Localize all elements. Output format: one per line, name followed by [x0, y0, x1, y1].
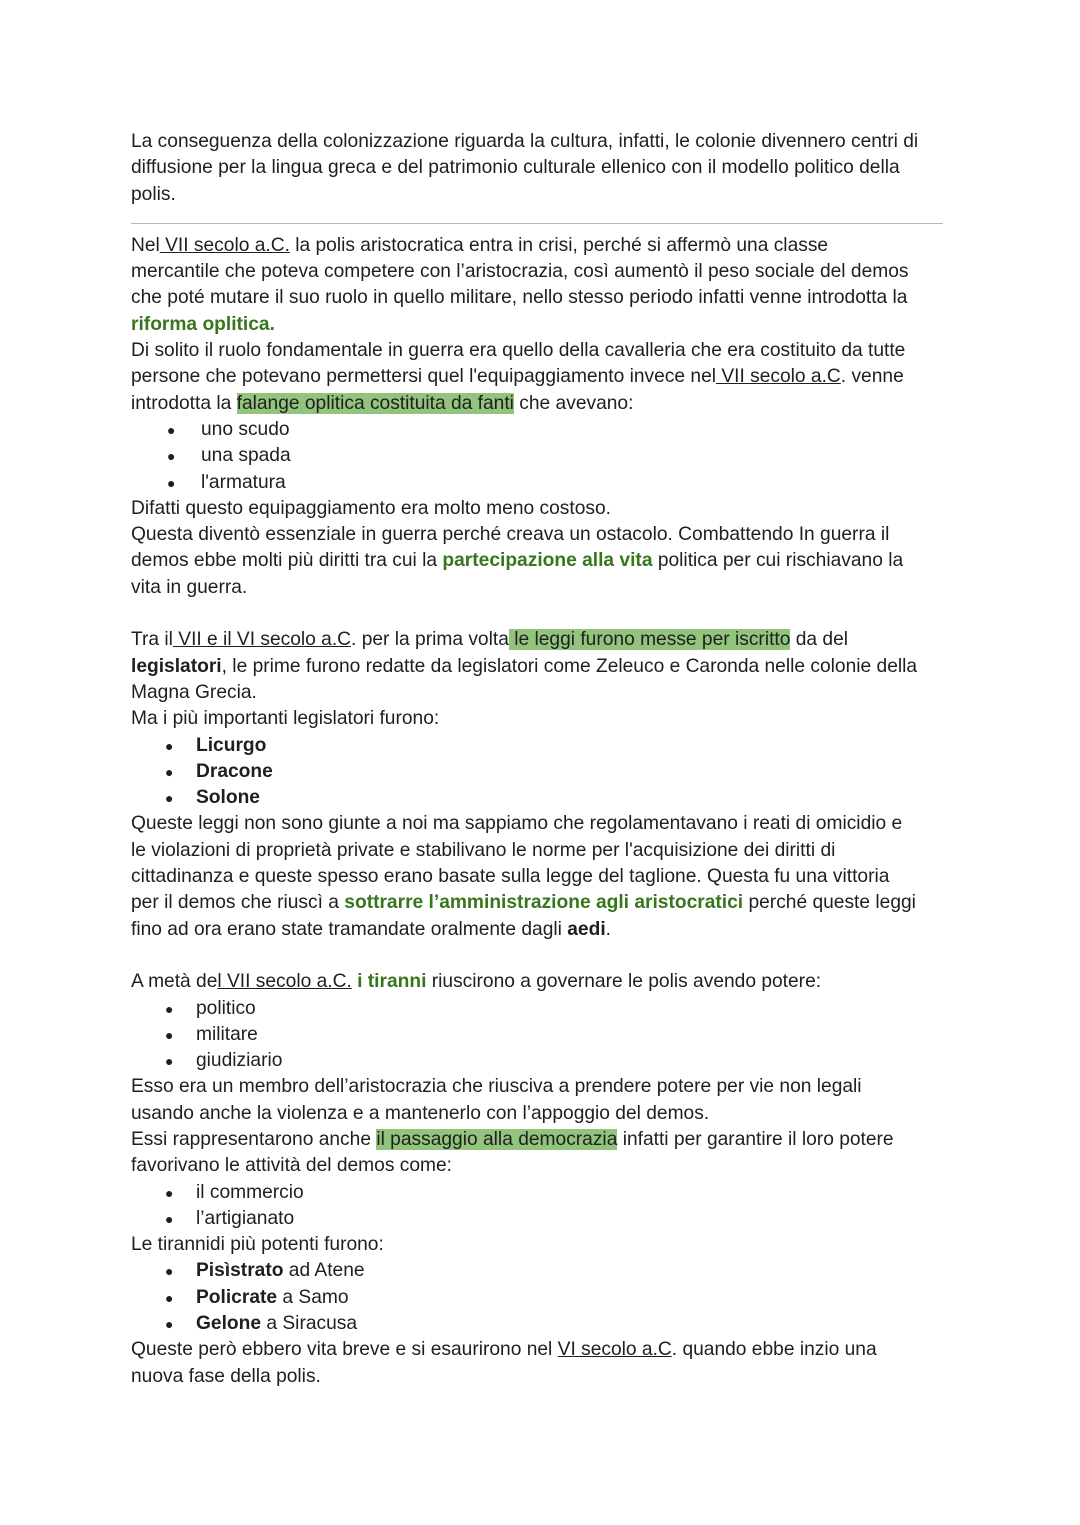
text-span: demos ebbe molti più diritti tra cui la	[131, 550, 443, 572]
text-line	[131, 391, 961, 417]
list-item: ● uno scudo	[131, 417, 961, 443]
list-item: ● l'armatura	[131, 470, 961, 496]
list-item: ● una spada	[131, 443, 961, 469]
text-line: Magna Grecia.	[131, 681, 257, 703]
activities-list	[131, 1180, 961, 1233]
date-underlined: VII e il VI secolo a.C	[172, 629, 352, 651]
text-line: Le tirannidi più potenti furono:	[131, 1234, 384, 1256]
text-line: cittadinanza e queste spesso erano basate sulla legge del taglione. Questa fu una vittoria	[131, 866, 890, 888]
list-item	[131, 1311, 961, 1337]
date-underlined: l VII secolo a.C.	[217, 971, 352, 993]
text-line	[131, 627, 961, 653]
text-span: fino ad ora erano state tramandate oralmente dagli	[131, 918, 568, 940]
text-line: Di solito il ruolo fondamentale in guerra era quello della cavalleria che era costituito da tutte	[131, 340, 906, 362]
text-line: nuova fase della polis.	[131, 1365, 321, 1387]
paragraph-gap	[131, 943, 961, 969]
bold-term: Policrate	[196, 1286, 278, 1308]
date-underlined: VII secolo a.C	[716, 366, 841, 388]
list-item: ● politico	[131, 996, 961, 1022]
text-span: perché queste leggi	[743, 892, 916, 914]
list-item	[131, 1258, 961, 1284]
bold-term: legislatori	[131, 655, 222, 677]
text-span: Nel	[131, 234, 160, 256]
text-line: mercantile che poteva competere con l’aristocrazia, così aumentò il peso sociale del demos	[131, 261, 909, 283]
list-item: ● il commercio	[131, 1180, 961, 1206]
text-span: A metà de	[131, 971, 218, 993]
text-line: Queste leggi non sono giunte a noi ma sappiamo che regolamentavano i reati di omicidio e	[131, 813, 903, 835]
horizontal-divider	[131, 223, 943, 224]
text-line: polis.	[131, 183, 176, 205]
text-span: a Samo	[277, 1286, 349, 1308]
text-line: che poté mutare il suo ruolo in quello militare, nello stesso periodo infatti venne introdotta la	[131, 287, 908, 309]
text-line: favorivano le attività del demos come:	[131, 1155, 453, 1177]
text-line: La conseguenza della colonizzazione riguarda la cultura, infatti, le colonie divennero centri di	[131, 131, 919, 152]
text-span: che avevano:	[513, 392, 634, 414]
text-span: ad Atene	[283, 1260, 365, 1282]
paragraph-gap	[131, 601, 961, 627]
powers-list	[131, 996, 961, 1075]
list-item: ● Licurgo	[131, 733, 961, 759]
text-line	[131, 917, 961, 943]
section-legislatori	[131, 627, 961, 943]
text-line	[131, 654, 961, 680]
text-line	[131, 1127, 961, 1153]
bold-term: Gelone	[196, 1313, 262, 1335]
text-line	[131, 548, 961, 574]
green-bold-term: sottrarre l’amministrazione agli aristocratici	[344, 892, 744, 914]
text-span: introdotta la	[131, 392, 237, 414]
text-line: Difatti questo equipaggiamento era molto meno costoso.	[131, 497, 611, 519]
text-line: diffusione per la lingua greca e del patrimonio culturale ellenico con il modello politico della	[131, 157, 900, 179]
date-underlined: VII secolo a.C.	[159, 234, 290, 256]
legislators-list	[131, 733, 961, 812]
text-span: persone che potevano permettersi quel l'equipaggiamento invece nel	[131, 366, 717, 388]
text-line	[131, 233, 961, 259]
text-span: a Siracusa	[261, 1313, 358, 1335]
text-line: Ma i più importanti legislatori furono:	[131, 708, 440, 730]
text-line	[131, 364, 961, 390]
text-span: . quando ebbe inzio una	[671, 1339, 877, 1361]
text-line	[131, 969, 961, 995]
text-span: .	[605, 918, 612, 940]
highlighted-text: le leggi furono messe per iscritto	[508, 629, 791, 651]
text-line	[131, 1337, 961, 1363]
highlighted-text: falange oplitica costituita da fanti	[236, 392, 514, 414]
date-underlined: VI secolo a.C	[557, 1339, 672, 1361]
text-line	[131, 890, 961, 916]
green-bold-term: partecipazione alla vita	[442, 550, 653, 572]
text-line: Questa diventò essenziale in guerra perché creava un ostacolo. Combattendo In guerra il	[131, 524, 890, 546]
green-bold-term: riforma oplitica.	[131, 313, 275, 335]
text-line: vita in guerra.	[131, 576, 248, 598]
text-span: politica per cui rischiavano la	[652, 550, 904, 572]
text-span: la polis aristocratica entra in crisi, perché si affermò una classe	[289, 234, 829, 256]
list-item: ● giudiziario	[131, 1048, 961, 1074]
tyrants-list	[131, 1258, 961, 1337]
bold-term: Pisìstrato	[196, 1260, 284, 1282]
section-riforma-oplitica	[131, 233, 961, 601]
list-item: ● Dracone	[131, 759, 961, 785]
text-span: da del	[790, 629, 849, 651]
text-span: Essi rappresentarono anche	[131, 1128, 377, 1150]
text-line: usando anche la violenza e a mantenerlo con l’appoggio del demos.	[131, 1102, 710, 1124]
highlighted-text: il passaggio alla democrazia	[376, 1128, 618, 1150]
list-item	[131, 1285, 961, 1311]
list-item: ● l’artigianato	[131, 1206, 961, 1232]
text-span: riuscirono a governare le polis avendo potere:	[426, 971, 822, 993]
section-tiranni	[131, 969, 961, 1390]
list-item: ● Solone	[131, 785, 961, 811]
text-span: Tra il	[131, 629, 173, 651]
green-bold-term: i tiranni	[357, 971, 427, 993]
document-body	[131, 129, 961, 1390]
text-span: , le prime furono redatte da legislatori come Zeleuco e Caronda nelle colonie della	[221, 655, 918, 677]
text-span: per il demos che riuscì a	[131, 892, 345, 914]
text-span: infatti per garantire il loro potere	[617, 1128, 894, 1150]
list-item: ● militare	[131, 1022, 961, 1048]
text-span: . venne	[840, 366, 904, 388]
text-line: le violazioni di proprietà private e stabilivano le norme per l'acquisizione dei diritti di	[131, 839, 836, 861]
text-span: Queste però ebbero vita breve e si esaurirono nel	[131, 1339, 558, 1361]
equipment-list	[131, 417, 961, 496]
text-line: Esso era un membro dell’aristocrazia che riusciva a prendere potere per vie non legali	[131, 1076, 862, 1098]
bold-term: aedi	[567, 918, 606, 940]
section-colonizzazione	[131, 129, 961, 208]
text-span: . per la prima volta	[351, 629, 509, 651]
